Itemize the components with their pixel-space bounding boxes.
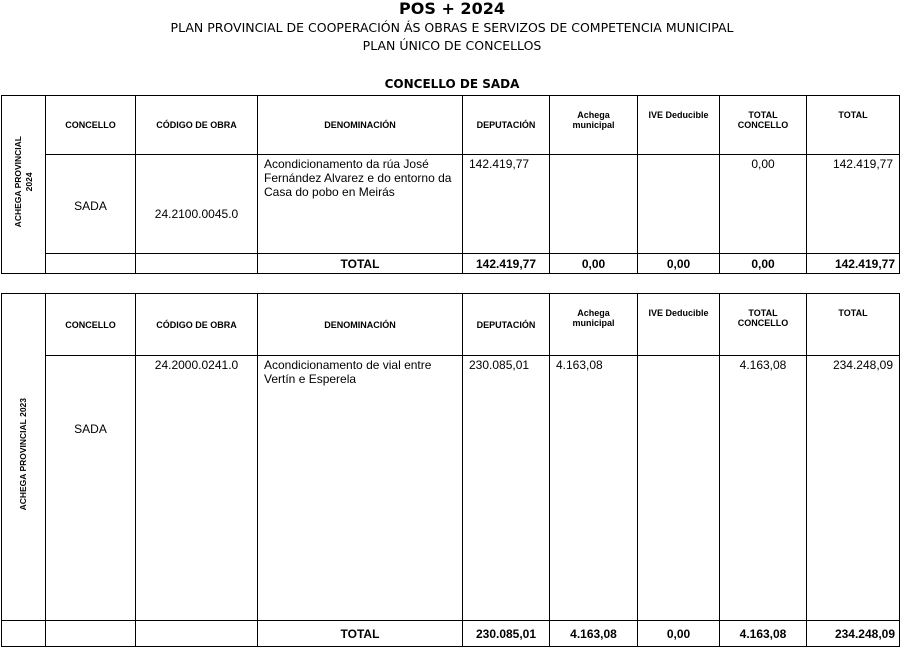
concello-title: CONCELLO DE SADA xyxy=(384,77,520,91)
col-header-achega: Achega municipal xyxy=(550,96,638,155)
table-row xyxy=(2,356,900,621)
col-header-total: TOTAL xyxy=(807,294,900,356)
totals-ive: 0,00 xyxy=(638,254,720,274)
totals-total: 234.248,09 xyxy=(807,621,900,647)
col-header-denominacion: DENOMINACIÓN xyxy=(258,294,463,356)
achega-2023-table xyxy=(1,293,900,647)
total-concello-cell: 4.163,08 xyxy=(720,356,807,621)
denominacion-cell: Acondicionamento da rúa José Fernández Alvarez e do entorno da Casa do pobo en Meirás xyxy=(258,155,463,254)
deputacion-cell: 230.085,01 xyxy=(463,356,550,621)
totals-total-concello: 0,00 xyxy=(720,254,807,274)
document-subtitle: PLAN PROVINCIAL DE COOPERACIÓN ÁS OBRAS E SERVIZOS DE COMPETENCIA MUNICIPAL xyxy=(170,20,734,35)
ive-cell xyxy=(638,356,720,621)
table-row xyxy=(2,155,900,254)
col-header-total-concello: TOTAL CONCELLO xyxy=(720,294,807,356)
document-title: POS + 2024 xyxy=(399,0,505,18)
col-header-codigo: CÓDIGO DE OBRA xyxy=(136,294,258,356)
plan-name: PLAN ÚNICO DE CONCELLOS xyxy=(362,38,542,53)
totals-ive: 0,00 xyxy=(638,621,720,647)
col-header-codigo: CÓDIGO DE OBRA xyxy=(136,96,258,155)
totals-deputacion: 142.419,77 xyxy=(463,254,550,274)
col-header-total: TOTAL xyxy=(807,96,900,155)
totals-label: TOTAL xyxy=(258,621,463,647)
ive-cell xyxy=(638,155,720,254)
totals-total: 142.419,77 xyxy=(807,254,900,274)
total-cell: 234.248,09 xyxy=(807,356,900,621)
col-header-deputacion: DEPUTACIÓN xyxy=(463,294,550,356)
codigo-cell: 24.2100.0045.0 xyxy=(136,155,258,254)
achega-2024-table xyxy=(1,95,900,274)
col-header-ive: IVE Deducible xyxy=(638,96,720,155)
deputacion-cell: 142.419,77 xyxy=(463,155,550,254)
side-label-cell xyxy=(2,294,46,621)
header-row xyxy=(2,294,900,356)
side-label: ACHEGA PROVINCIAL 2023 xyxy=(18,398,28,511)
achega-cell: 4.163,08 xyxy=(550,356,638,621)
total-cell: 142.419,77 xyxy=(807,155,900,254)
totals-label: TOTAL xyxy=(258,254,463,274)
side-label: ACHEGA PROVINCIAL 2024 xyxy=(12,136,34,228)
concello-cell: SADA xyxy=(46,155,136,254)
totals-achega: 0,00 xyxy=(550,254,638,274)
totals-deputacion: 230.085,01 xyxy=(463,621,550,647)
empty-cell xyxy=(136,621,258,647)
codigo-cell: 24.2000.0241.0 xyxy=(136,356,258,621)
col-header-deputacion: DEPUTACIÓN xyxy=(463,96,550,155)
totals-row xyxy=(2,254,900,274)
header-row xyxy=(2,96,900,155)
col-header-total-concello: TOTAL CONCELLO xyxy=(720,96,807,155)
totals-achega: 4.163,08 xyxy=(550,621,638,647)
totals-row xyxy=(2,621,900,647)
empty-cell xyxy=(46,621,136,647)
denominacion-cell: Acondicionamento de vial entre Vertín e Esperela xyxy=(258,356,463,621)
totals-total-concello: 4.163,08 xyxy=(720,621,807,647)
empty-cell xyxy=(2,621,46,647)
empty-cell xyxy=(136,254,258,274)
achega-cell xyxy=(550,155,638,254)
col-header-achega: Achega municipal xyxy=(550,294,638,356)
col-header-denominacion: DENOMINACIÓN xyxy=(258,96,463,155)
total-concello-cell: 0,00 xyxy=(720,155,807,254)
col-header-ive: IVE Deducible xyxy=(638,294,720,356)
side-label-cell xyxy=(2,96,46,274)
empty-cell xyxy=(46,254,136,274)
concello-cell: SADA xyxy=(46,356,136,621)
col-header-concello: CONCELLO xyxy=(46,96,136,155)
col-header-concello: CONCELLO xyxy=(46,294,136,356)
